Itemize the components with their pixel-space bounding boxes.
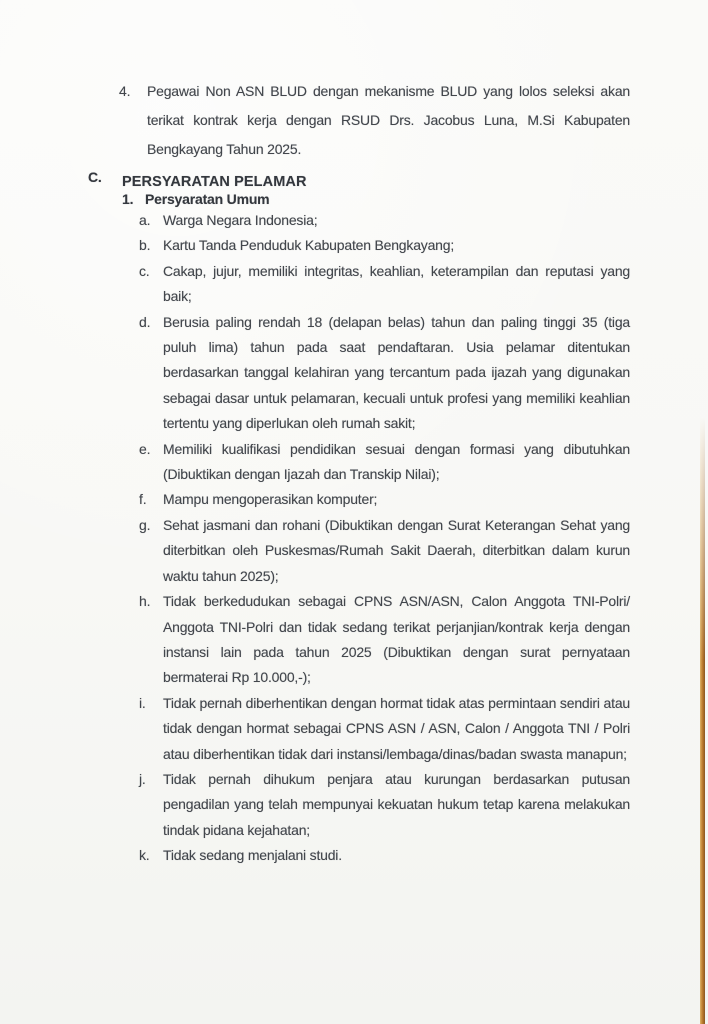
requirement-marker: j. [139,770,146,787]
requirement-marker: c. [139,262,150,279]
item-4-text: Pegawai Non ASN BLUD dengan mekanisme BLUD yang lolos seleksi akan terikat kontrak kerja dengan RSUD Drs. Jacobus Luna, M.Si Kabupaten Bengkayang Tahun 2025. [147,83,630,157]
requirement-item-a [139,208,630,233]
subsection-1-heading [122,189,269,209]
requirement-text: Sehat jasmani dan rohani (Dibuktikan dengan Surat Keterangan Sehat yang diterbitkan oleh Puskesmas/Rumah Sakit Daerah, diterbitkan dalam kurun waktu tahun 2025); [163,516,630,584]
requirement-item-h [139,589,630,691]
requirement-marker: a. [139,212,151,228]
requirement-text: Warga Negara Indonesia; [163,212,318,228]
scan-edge-artifact [700,418,705,1024]
requirement-item-c [139,259,630,310]
requirement-text: Tidak pernah dihukum penjara atau kurungan berdasarkan putusan pengadilan yang telah mempunyai kekuatan hukum tetap karena melakukan tindak pidana kejahatan; [163,770,630,838]
item-4-marker: 4. [119,83,131,99]
subsection-1-marker: 1. [122,191,134,207]
subsection-1-title: Persyaratan Umum [145,191,270,207]
requirement-text: Mampu mengoperasikan komputer; [163,491,378,508]
requirement-item-d [139,310,630,437]
requirement-marker: k. [139,847,150,864]
requirement-item-b [139,233,630,258]
requirement-item-g [139,513,630,589]
requirement-marker: g. [139,516,151,533]
requirements-list [139,208,630,869]
requirement-item-f [139,487,630,512]
requirement-text: Tidak berkedudukan sebagai CPNS ASN/ASN, Calon Anggota TNI-Polri/ Anggota TNI-Polri dan tidak sedang terikat perjanjian/kontrak kerja dengan instansi lain pada tahun 2025 (Dibuktikan dengan surat pernyataan bermaterai Rp 10.000,-); [163,593,630,686]
requirement-text: Memiliki kualifikasi pendidikan sesuai dengan formasi yang dibutuhkan (Dibuktikan dengan Ijazah dan Transkip Nilai); [163,440,630,483]
requirement-marker: h. [139,593,151,610]
numbered-item-4 [119,77,630,164]
requirement-text: Tidak pernah diberhentikan dengan hormat tidak atas permintaan sendiri atau tidak dengan hormat sebagai CPNS ASN / ASN, Calon / Anggota TNI / Polri atau diberhentikan tidak dari instansi/lembaga/dinas/badan swasta manapun; [163,694,630,762]
requirement-item-i [139,691,630,767]
requirement-item-j [139,767,630,843]
requirement-text: Berusia paling rendah 18 (delapan belas) tahun dan paling tinggi 35 (tiga puluh lima) tahun pada saat pendaftaran. Usia pelamar ditentukan berdasarkan tanggal kelahiran yang tercantum pada ijazah yang digunakan sebagai dasar untuk pelamaran, kecuali untuk profesi yang memiliki keahlian tertentu yang diperlukan oleh rumah sakit; [163,313,630,432]
requirement-marker: e. [139,440,151,457]
requirement-marker: d. [139,313,151,330]
section-c-marker: C. [88,169,102,185]
requirement-marker: f. [139,491,147,508]
requirement-text: Kartu Tanda Penduduk Kabupaten Bengkayang; [163,237,455,254]
section-c-title: PERSYARATAN PELAMAR [122,174,307,190]
requirement-marker: i. [139,694,146,711]
requirement-text: Tidak sedang menjalani studi. [163,847,342,864]
requirement-item-e [139,437,630,488]
requirement-text: Cakap, jujur, memiliki integritas, keahlian, keterampilan dan reputasi yang baik; [163,262,630,305]
requirement-marker: b. [139,237,151,254]
requirement-item-k [139,843,630,868]
